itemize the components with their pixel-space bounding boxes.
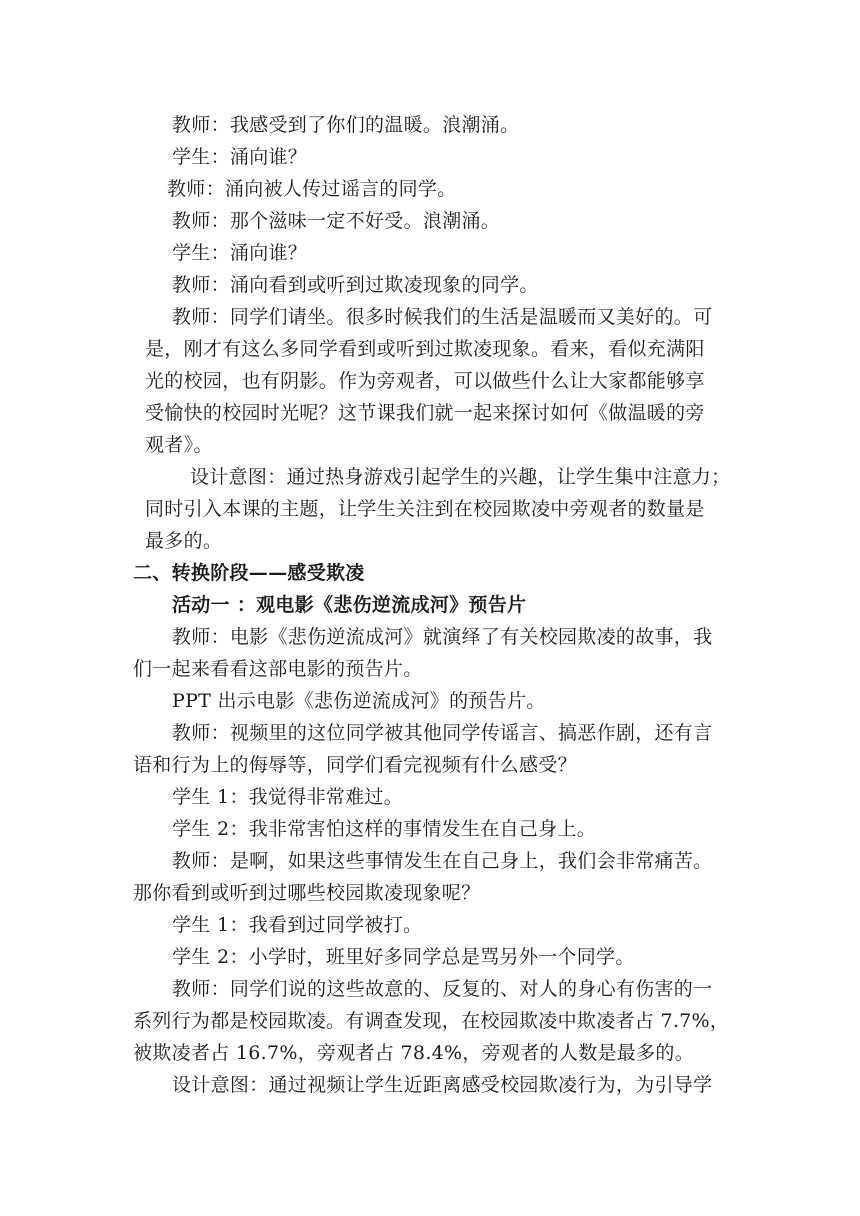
text-line: 教师：那个滋味一定不好受。浪潮涌。: [172, 210, 501, 232]
text-line: 光的校园，也有阴影。作为旁观者，可以做些什么让大家都能够享: [145, 370, 705, 392]
text-line: 教师：视频里的这位同学被其他同学传谣言、搞恶作剧，还有言: [172, 722, 713, 744]
section-heading: 二、转换阶段——感受欺凌: [133, 562, 365, 584]
text-line: 同时引入本课的主题，让学生关注到在校园欺凌中旁观者的数量是: [145, 498, 705, 520]
text-line: 学生：涌向谁？: [172, 242, 308, 264]
text-line: 最多的。: [145, 530, 223, 552]
activity-heading: 活动一 ：观电影《悲伤逆流成河》预告片: [172, 594, 527, 616]
text-line: 被欺凌者占 16.7%，旁观者占 78.4%，旁观者的人数是最多的。: [133, 1042, 694, 1064]
text-line: 教师：同学们说的这些故意的、反复的、对人的身心有伤害的一: [172, 978, 713, 1000]
text-line: 学生 1：我觉得非常难过。: [172, 786, 404, 808]
text-line: 学生 2：我非常害怕这样的事情发生在自己身上。: [172, 818, 597, 840]
text-line: 教师：电影《悲伤逆流成河》就演绎了有关校园欺凌的故事，我: [172, 626, 713, 648]
text-line: 系列行为都是校园欺凌。有调查发现，在校园欺凌中欺凌者占 7.7%，: [133, 1010, 730, 1032]
text-line: 们一起来看看这部电影的预告片。: [133, 658, 423, 680]
text-line: 学生：涌向谁？: [172, 146, 308, 168]
text-line: 设计意图：通过视频让学生近距离感受校园欺凌行为，为引导学: [172, 1074, 713, 1096]
text-line: 教师：同学们请坐。很多时候我们的生活是温暖而又美好的。可: [172, 306, 713, 328]
text-line: PPT 出示电影《悲伤逆流成河》的预告片。: [172, 690, 546, 712]
text-line: 设计意图：通过热身游戏引起学生的兴趣，让学生集中注意力；: [190, 466, 731, 488]
text-line: 那你看到或听到过哪些校园欺凌现象呢？: [133, 882, 481, 904]
text-line: 语和行为上的侮辱等，同学们看完视频有什么感受？: [133, 754, 577, 776]
text-line: 观者》。: [145, 434, 213, 456]
text-line: 教师：涌向被人传过谣言的同学。: [167, 178, 457, 200]
text-line: 教师：我感受到了你们的温暖。浪潮涌。: [172, 114, 520, 136]
text-line: 学生 1：我看到过同学被打。: [172, 914, 423, 936]
text-line: 是，刚才有这么多同学看到或听到过欺凌现象。看来，看似充满阳: [145, 338, 705, 360]
text-line: 教师：是啊，如果这些事情发生在自己身上，我们会非常痛苦。: [172, 850, 713, 872]
text-line: 教师：涌向看到或听到过欺凌现象的同学。: [172, 274, 539, 296]
text-line: 受愉快的校园时光呢？这节课我们就一起来探讨如何《做温暖的旁: [145, 402, 705, 424]
text-line: 学生 2：小学时，班里好多同学总是骂另外一个同学。: [172, 946, 635, 968]
